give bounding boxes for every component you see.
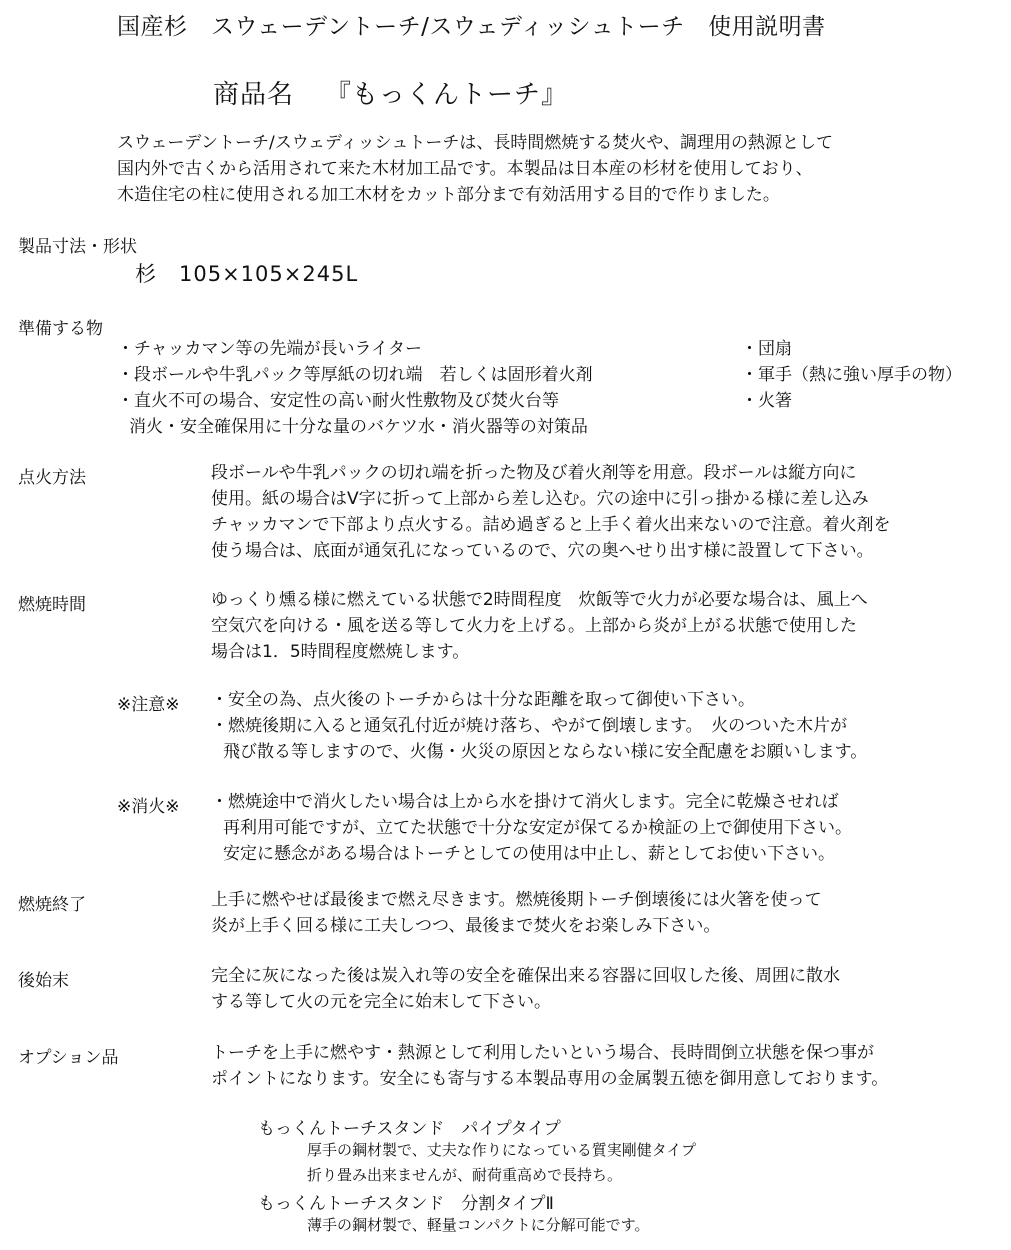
end-of-burn-text	[211, 887, 822, 939]
extinguish-label: ※消火※	[117, 797, 180, 817]
options-line: トーチを上手に燃やす・熱源として利用したいという場合、長時間倒立状態を保つ事が	[211, 1043, 874, 1063]
options-text	[211, 1040, 888, 1092]
end-of-burn-label: 燃焼終了	[18, 895, 86, 915]
prep-label: 準備する物	[18, 319, 103, 339]
prep-item: ・軍手（熱に強い厚手の物）	[741, 365, 962, 385]
prep-item: ・団扇	[741, 339, 792, 359]
dimensions-label: 製品寸法・形状	[18, 237, 137, 257]
end-of-burn-line: 炎が上手く回る様に工夫しつつ、最後まで焚火をお楽しみ下さい。	[211, 916, 721, 936]
ignition-line: 段ボールや牛乳パックの切れ端を折った物及び着火剤等を用意。段ボールは縦方向に	[211, 463, 857, 483]
options-line: ポイントになります。安全にも寄与する本製品専用の金属製五徳を御用意しております。	[211, 1069, 889, 1089]
caution-label: ※注意※	[117, 695, 180, 715]
extinguish-line: ・燃焼途中で消火したい場合は上から水を掛けて消火します。完全に乾燥させれば	[211, 792, 839, 812]
option-desc-line: 折り畳み出来ませんが、耐荷重高めで長持ち。	[307, 1166, 623, 1184]
options-label: オプション品	[18, 1048, 119, 1068]
prep-list-right	[741, 336, 962, 414]
prep-item: ・直火不可の場合、安定性の高い耐火性敷物及び焚火台等	[117, 391, 559, 411]
prep-item: ・火箸	[741, 391, 792, 411]
option-item-name: もっくんトーチスタンド 分割タイプⅡ	[258, 1194, 554, 1214]
ignition-line: チャッカマンで下部より点火する。詰め過ぎると上手く着火出来ないので注意。着火剤を	[211, 515, 891, 535]
caution-line: ・燃焼後期に入ると通気孔付近が焼け落ち、やがて倒壊します。 火のついた木片が	[211, 716, 848, 736]
document-title: 国産杉 スウェーデントーチ/スウェディッシュトーチ 使用説明書	[117, 14, 826, 40]
prep-item: 消火・安全確保用に十分な量のバケツ水・消火器等の対策品	[129, 417, 588, 437]
burn-time-line: 空気穴を向ける・風を送る等して火力を上げる。上部から炎が上がる状態で使用した	[211, 616, 857, 636]
option-item-name: もっくんトーチスタンド パイプタイプ	[258, 1119, 561, 1139]
intro-line: 国内外で古くから活用されて来た木材加工品です。本製品は日本産の杉材を使用しており、	[117, 159, 813, 179]
dimensions-value: 杉 105×105×245L	[135, 262, 359, 286]
ignition-text	[211, 460, 891, 564]
option-item-description	[307, 1213, 649, 1238]
extinguish-text	[211, 789, 852, 867]
cleanup-line: する等して火の元を完全に始末して下さい。	[211, 992, 551, 1012]
burn-time-label: 燃焼時間	[18, 595, 86, 615]
caution-line: 飛び散る等しますので、火傷・火災の原因とならない様に安全配慮をお願いします。	[223, 742, 868, 762]
intro-line: スウェーデントーチ/スウェディッシュトーチは、長時間燃焼する焚火や、調理用の熱源として	[117, 133, 833, 153]
product-name: 『もっくんトーチ』	[325, 80, 569, 110]
cleanup-text	[211, 963, 840, 1015]
ignition-line: 使う場合は、底面が通気孔になっているので、穴の奥へせり出す様に設置して下さい。	[211, 541, 874, 561]
product-label: 商品名	[213, 80, 295, 110]
caution-line: ・安全の為、点火後のトーチからは十分な距離を取って御使い下さい。	[211, 690, 755, 710]
option-desc-line: 厚手の鋼材製で、丈夫な作りになっている質実剛健タイプ	[307, 1141, 696, 1159]
burn-time-text	[211, 587, 868, 665]
option-item-description	[307, 1138, 696, 1188]
caution-text	[211, 687, 867, 765]
intro-paragraph	[117, 130, 833, 208]
extinguish-line: 再利用可能ですが、立てた状態で十分な安定が保てるか検証の上で御使用下さい。	[223, 818, 852, 838]
cleanup-label: 後始末	[18, 971, 69, 991]
ignition-label: 点火方法	[18, 468, 86, 488]
burn-time-line: ゆっくり燻る様に燃えている状態で2時間程度 炊飯等で火力が必要な場合は、風上へ	[211, 590, 868, 610]
option-desc-line: 薄手の鋼材製で、軽量コンパクトに分解可能です。	[307, 1216, 650, 1234]
extinguish-line: 安定に懸念がある場合はトーチとしての使用は中止し、薪としてお使い下さい。	[223, 844, 835, 864]
cleanup-line: 完全に灰になった後は炭入れ等の安全を確保出来る容器に回収した後、周囲に散水	[211, 966, 840, 986]
burn-time-line: 場合は1．5時間程度燃焼します。	[211, 642, 470, 662]
prep-list-left	[117, 336, 593, 440]
prep-item: ・チャッカマン等の先端が長いライター	[117, 339, 422, 359]
prep-item: ・段ボールや牛乳パック等厚紙の切れ端 若しくは固形着火剤	[117, 365, 593, 385]
end-of-burn-line: 上手に燃やせば最後まで燃え尽きます。燃焼後期トーチ倒壊後には火箸を使って	[211, 890, 822, 910]
intro-line: 木造住宅の柱に使用される加工木材をカット部分まで有効活用する目的で作りました。	[117, 185, 780, 205]
ignition-line: 使用。紙の場合はV字に折って上部から差し込む。穴の途中に引っ掛かる様に差し込み	[211, 489, 869, 509]
